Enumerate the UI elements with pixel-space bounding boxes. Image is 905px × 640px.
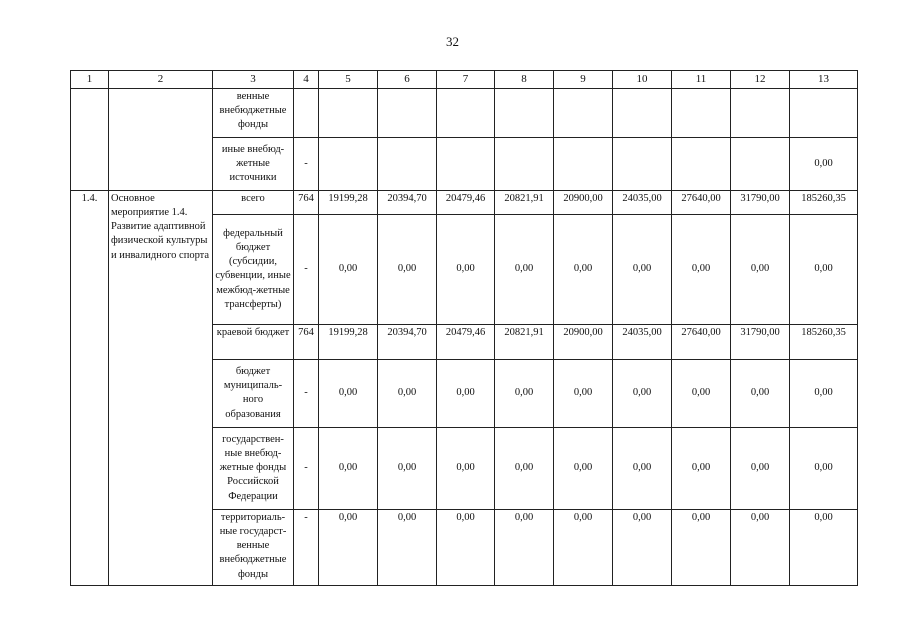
header-cell: 9 bbox=[554, 71, 613, 89]
value-cell: 0,00 bbox=[613, 509, 672, 585]
header-cell: 5 bbox=[319, 71, 378, 89]
code-cell: - bbox=[294, 214, 319, 324]
header-cell: 13 bbox=[790, 71, 858, 89]
value-cell: 20821,91 bbox=[495, 190, 554, 214]
value-cell bbox=[731, 88, 790, 137]
value-cell: 0,00 bbox=[437, 214, 495, 324]
value-cell bbox=[672, 88, 731, 137]
value-cell: 0,00 bbox=[495, 359, 554, 427]
value-cell bbox=[378, 137, 437, 190]
value-cell: 0,00 bbox=[731, 359, 790, 427]
header-row bbox=[71, 71, 858, 89]
value-cell bbox=[554, 137, 613, 190]
header-cell: 11 bbox=[672, 71, 731, 89]
value-cell: 0,00 bbox=[319, 359, 378, 427]
value-cell: 0,00 bbox=[378, 214, 437, 324]
value-cell: 20479,46 bbox=[437, 190, 495, 214]
value-cell: 0,00 bbox=[495, 427, 554, 509]
value-cell: 0,00 bbox=[613, 214, 672, 324]
value-cell: 20394,70 bbox=[378, 190, 437, 214]
value-cell bbox=[790, 88, 858, 137]
value-cell bbox=[495, 88, 554, 137]
value-cell: 0,00 bbox=[790, 509, 858, 585]
value-cell bbox=[672, 137, 731, 190]
source-cell: венные внебюджетные фонды bbox=[213, 88, 294, 137]
value-cell: 0,00 bbox=[790, 427, 858, 509]
value-cell bbox=[613, 137, 672, 190]
source-cell: государствен-ные внебюд-жетные фонды Российской Федерации bbox=[213, 427, 294, 509]
value-cell: 20900,00 bbox=[554, 324, 613, 359]
code-cell: - bbox=[294, 359, 319, 427]
code-cell bbox=[294, 88, 319, 137]
value-cell: 0,00 bbox=[672, 214, 731, 324]
header-cell: 10 bbox=[613, 71, 672, 89]
value-cell: 19199,28 bbox=[319, 324, 378, 359]
value-cell bbox=[613, 88, 672, 137]
value-cell: 0,00 bbox=[731, 214, 790, 324]
value-cell: 20900,00 bbox=[554, 190, 613, 214]
code-cell: - bbox=[294, 509, 319, 585]
value-cell: 20821,91 bbox=[495, 324, 554, 359]
value-cell: 27640,00 bbox=[672, 190, 731, 214]
source-cell: краевой бюджет bbox=[213, 324, 294, 359]
source-cell: федеральный бюджет (субсидии, субвенции, иные межбюд-жетные трансферты) bbox=[213, 214, 294, 324]
item-number: 1.4. bbox=[71, 190, 109, 585]
value-cell bbox=[319, 137, 378, 190]
value-cell: 0,00 bbox=[613, 359, 672, 427]
header-cell: 7 bbox=[437, 71, 495, 89]
value-cell: 20479,46 bbox=[437, 324, 495, 359]
value-cell: 0,00 bbox=[319, 427, 378, 509]
value-cell: 0,00 bbox=[378, 509, 437, 585]
value-cell: 24035,00 bbox=[613, 190, 672, 214]
page-number: 32 bbox=[446, 34, 459, 49]
source-cell: территориаль-ные государст-венные внебюджетные фонды bbox=[213, 509, 294, 585]
value-cell: 0,00 bbox=[554, 214, 613, 324]
value-cell: 0,00 bbox=[437, 509, 495, 585]
value-cell: 31790,00 bbox=[731, 190, 790, 214]
value-cell bbox=[378, 88, 437, 137]
value-cell: 0,00 bbox=[319, 214, 378, 324]
value-cell: 0,00 bbox=[731, 509, 790, 585]
value-cell bbox=[731, 137, 790, 190]
value-cell: 0,00 bbox=[437, 427, 495, 509]
value-cell: 24035,00 bbox=[613, 324, 672, 359]
value-cell bbox=[554, 88, 613, 137]
value-cell: 0,00 bbox=[495, 509, 554, 585]
table-row bbox=[71, 88, 858, 137]
value-cell: 27640,00 bbox=[672, 324, 731, 359]
value-cell: 0,00 bbox=[731, 427, 790, 509]
value-cell: 0,00 bbox=[554, 427, 613, 509]
header-cell: 4 bbox=[294, 71, 319, 89]
value-cell: 20394,70 bbox=[378, 324, 437, 359]
value-cell: 0,00 bbox=[554, 509, 613, 585]
value-cell: 185260,35 bbox=[790, 324, 858, 359]
header-cell: 1 bbox=[71, 71, 109, 89]
value-cell: 0,00 bbox=[554, 359, 613, 427]
value-cell: 0,00 bbox=[378, 427, 437, 509]
source-cell: бюджет муниципаль-ного образования bbox=[213, 359, 294, 427]
budget-table bbox=[70, 70, 858, 586]
header-cell: 3 bbox=[213, 71, 294, 89]
value-cell: 0,00 bbox=[790, 214, 858, 324]
header-cell: 8 bbox=[495, 71, 554, 89]
value-cell: 0,00 bbox=[790, 359, 858, 427]
code-cell: - bbox=[294, 427, 319, 509]
value-cell: 31790,00 bbox=[731, 324, 790, 359]
table-row bbox=[71, 190, 858, 214]
source-cell: иные внебюд-жетные источники bbox=[213, 137, 294, 190]
value-cell: 0,00 bbox=[790, 137, 858, 190]
value-cell: 0,00 bbox=[378, 359, 437, 427]
value-cell: 19199,28 bbox=[319, 190, 378, 214]
value-cell: 0,00 bbox=[319, 509, 378, 585]
header-cell: 12 bbox=[731, 71, 790, 89]
value-cell: 0,00 bbox=[613, 427, 672, 509]
code-cell: 764 bbox=[294, 324, 319, 359]
value-cell: 0,00 bbox=[672, 427, 731, 509]
code-cell: - bbox=[294, 137, 319, 190]
name-cell bbox=[109, 88, 213, 190]
value-cell bbox=[319, 88, 378, 137]
value-cell bbox=[437, 88, 495, 137]
number-cell bbox=[71, 88, 109, 190]
item-name: Основное мероприятие 1.4. Развитие адаптивной физической культуры и инвалидного спорта bbox=[109, 190, 213, 585]
value-cell bbox=[437, 137, 495, 190]
source-cell: всего bbox=[213, 190, 294, 214]
header-cell: 2 bbox=[109, 71, 213, 89]
value-cell: 0,00 bbox=[437, 359, 495, 427]
header-cell: 6 bbox=[378, 71, 437, 89]
value-cell bbox=[495, 137, 554, 190]
value-cell: 0,00 bbox=[672, 359, 731, 427]
value-cell: 0,00 bbox=[495, 214, 554, 324]
value-cell: 185260,35 bbox=[790, 190, 858, 214]
value-cell: 0,00 bbox=[672, 509, 731, 585]
code-cell: 764 bbox=[294, 190, 319, 214]
